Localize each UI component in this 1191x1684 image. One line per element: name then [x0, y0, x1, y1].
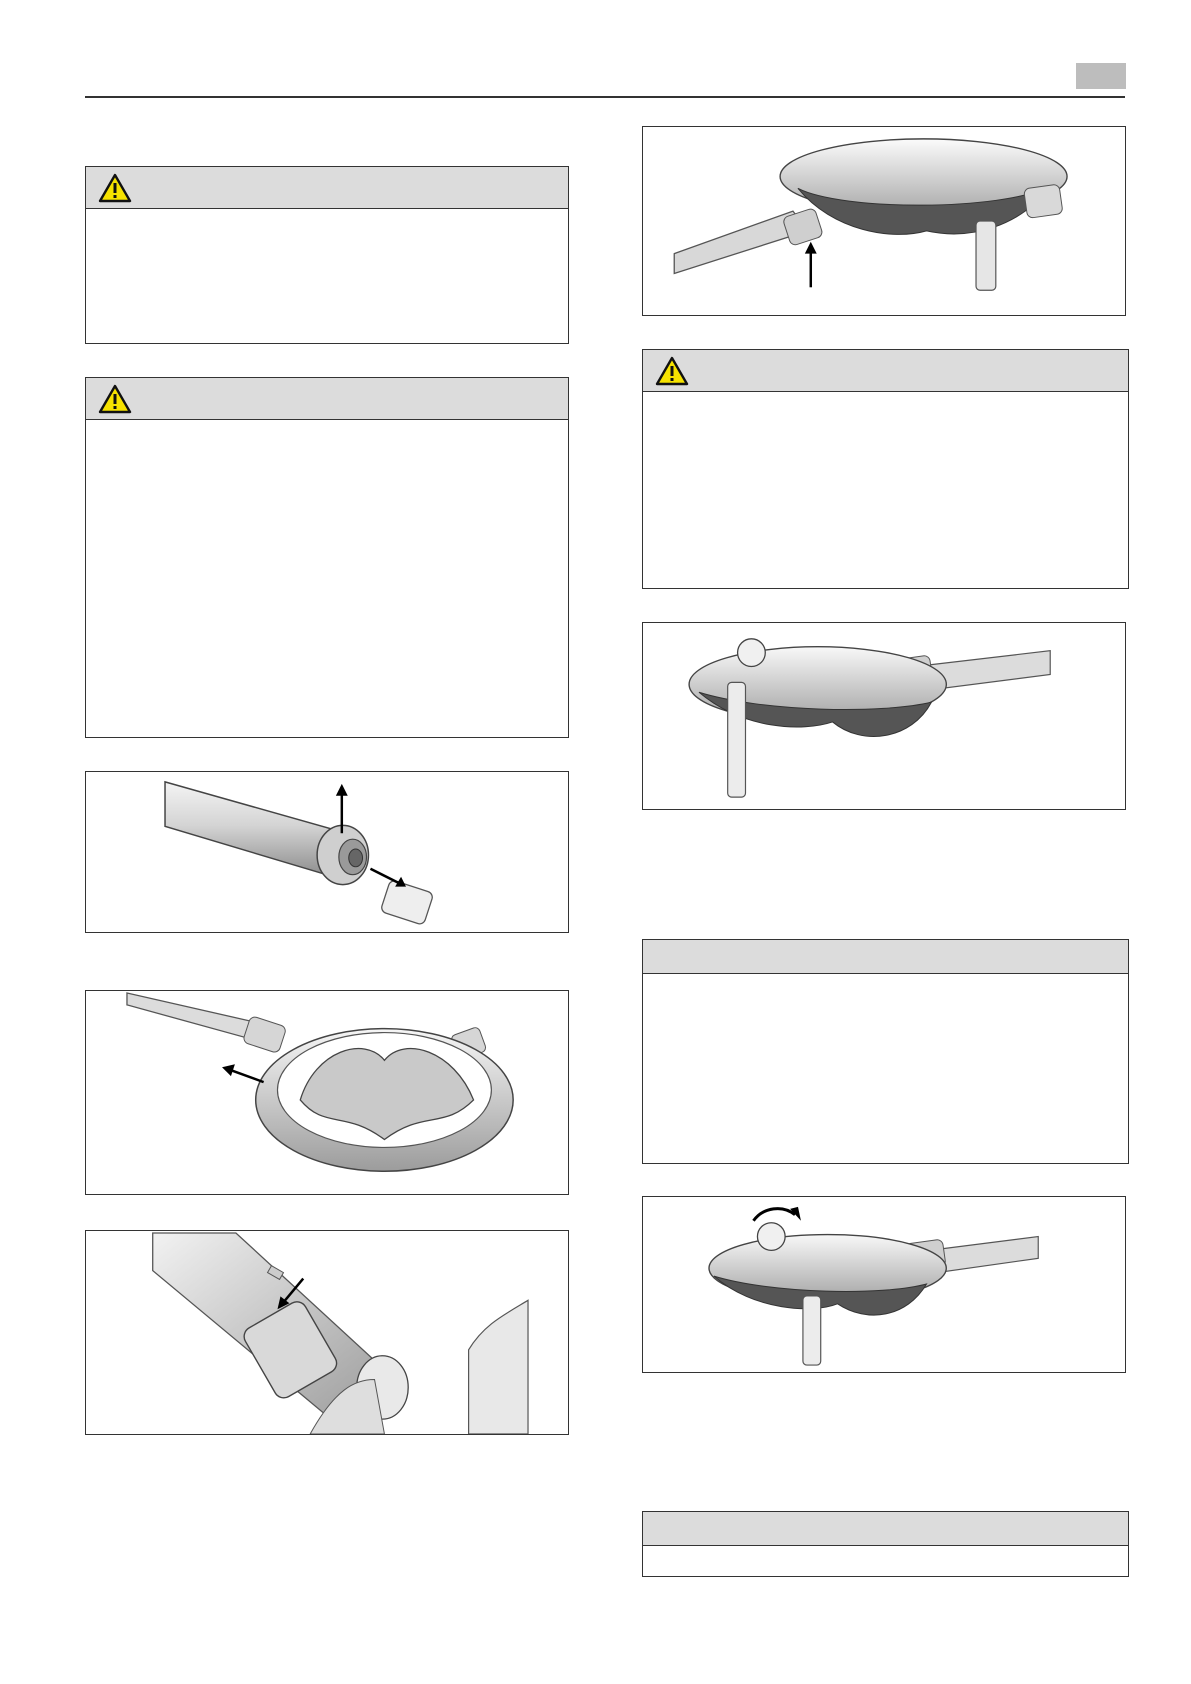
page-tab [1076, 63, 1126, 89]
knob-rotation-figure [642, 1196, 1126, 1373]
warning-triangle-icon [98, 173, 132, 203]
note-box [642, 1511, 1129, 1577]
tube-end-cap-figure [85, 771, 569, 933]
tube-collar-pin-illustration [86, 1231, 568, 1434]
warning-box [642, 349, 1129, 589]
warning-triangle-icon [98, 384, 132, 414]
header-rule [85, 96, 1125, 98]
tube-collar-figure [85, 1230, 569, 1435]
arm-removal-from-lamp-illustration [86, 991, 568, 1194]
note-box [642, 939, 1129, 1164]
tube-end-cap-removal-illustration [86, 772, 568, 932]
lamp-underside-figure [642, 126, 1126, 316]
warning-box-header [86, 378, 568, 420]
warning-box [85, 166, 569, 344]
lamp-with-knob-illustration [643, 623, 1125, 809]
warning-box [85, 377, 569, 738]
lamp-knob-rotation-illustration [643, 1197, 1125, 1372]
note-box-header [643, 1512, 1128, 1546]
lamp-knob-figure [642, 622, 1126, 810]
warning-box-header [643, 350, 1128, 392]
warning-triangle-icon [655, 356, 689, 386]
warning-box-header [86, 167, 568, 209]
arm-removal-figure [85, 990, 569, 1195]
lamp-underside-arm-insertion-illustration [643, 127, 1125, 315]
note-box-header [643, 940, 1128, 974]
